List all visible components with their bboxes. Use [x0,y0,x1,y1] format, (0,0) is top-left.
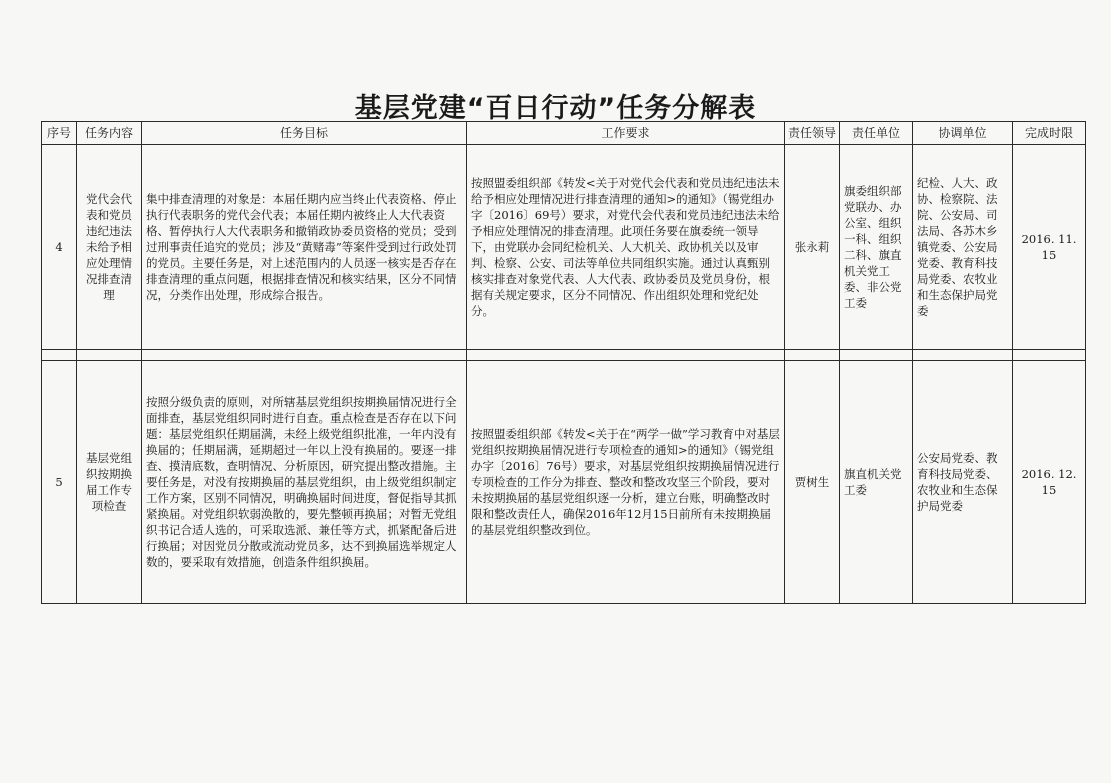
table-row [42,361,1086,604]
spacer-row [42,350,1086,361]
cell-leader: 张永莉 [785,145,840,350]
cell-leader: 贾树生 [785,361,840,604]
header-leader: 责任领导 [785,122,840,145]
cell-coord: 纪检、人大、政协、检察院、法院、公安局、司法局、各苏木乡镇党委、公安局党委、教育科技局党委、农牧业和生态保护局党委 [913,145,1013,350]
cell-no: 4 [42,145,77,350]
cell-content: 基层党组织按期换届工作专项检查 [77,361,142,604]
cell-no: 5 [42,361,77,604]
cell-deadline: 2016. 11. 15 [1013,145,1086,350]
header-row [42,122,1086,145]
cell-coord: 公安局党委、教育科技局党委、农牧业和生态保护局党委 [913,361,1013,604]
cell-unit: 旗委组织部党联办、办公室、组织一科、组织二科、旗直机关党工委、非公党工委 [840,145,913,350]
header-coord: 协调单位 [913,122,1013,145]
header-no: 序号 [42,122,77,145]
header-unit: 责任单位 [840,122,913,145]
task-table [41,121,1086,604]
cell-goal: 按照分级负责的原则，对所辖基层党组织按期换届情况进行全面排查，基层党组织同时进行自查。重点检查是否存在以下问题：基层党组织任期届满，未经上级党组织批准，一年内没有换届的；任期届满，延期超过一年以上没有换届的。要逐一排查、摸清底数，查明情况、分析原因，研究提出整改措施。主要任务是，对没有按期换届的基层党组织，由上级党组织制定工作方案，区别不同情况，明确换届时间进度，督促指导其抓紧换届。对党组织软弱涣散的，要先整顿再换届；对暂无党组织书记合适人选的，可采取选派、兼任等方式，抓紧配备后进行换届；对因党员分散或流动党员多，达不到换届选举规定人数的，要采取有效措施，创造条件组织换届。 [142,361,467,604]
header-content: 任务内容 [77,122,142,145]
cell-requirement: 按照盟委组织部《转发<关于对党代会代表和党员违纪违法未给予相应处理情况进行排查清理的通知>的通知》（锡党组办字〔2016〕69号）要求，对党代会代表和党员违纪违法未给予相应处理情况的排查清理。此项任务要在旗委统一领导下，由党联办会同纪检机关、人大机关、政协机关以及审判、检察、公安、司法等单位共同组织实施。通过认真甄别核实排查对象党代表、人大代表、政协委员及党员身份，根据有关规定要求，区分不同情况、作出组织处理和党纪处分。 [467,145,785,350]
header-goal: 任务目标 [142,122,467,145]
cell-content: 党代会代表和党员违纪违法未给予相应处理情况排查清理 [77,145,142,350]
header-requirement: 工作要求 [467,122,785,145]
header-deadline: 完成时限 [1013,122,1086,145]
cell-unit: 旗直机关党工委 [840,361,913,604]
page-title: 基层党建“百日行动”任务分解表 [354,93,757,124]
cell-requirement: 按照盟委组织部《转发<关于在“两学一做”学习教育中对基层党组织按期换届情况进行专项检查的通知>的通知》（锡党组办字〔2016〕76号）要求，对基层党组织按期换届情况进行专项检查的工作分为排查、整改和整改攻坚三个阶段，要对未按期换届的基层党组织逐一分析，建立台账，明确整改时限和整改责任人，确保2016年12月15日前所有未按期换届的基层党组织整改到位。 [467,361,785,604]
table-row [42,145,1086,350]
cell-goal: 集中排查清理的对象是：本届任期内应当终止代表资格、停止执行代表职务的党代会代表；本届任期内被终止人大代表资格、暂停执行人大代表职务和撤销政协委员资格的党员；受到过刑事责任追究的党员；涉及“黄赌毒”等案件受到过行政处罚的党员。主要任务是，对上述范围内的人员逐一核实是否存在排查清理的重点问题，根据排查情况和核实结果，区分不同情况，分类作出处理，形成综合报告。 [142,145,467,350]
cell-deadline: 2016. 12. 15 [1013,361,1086,604]
